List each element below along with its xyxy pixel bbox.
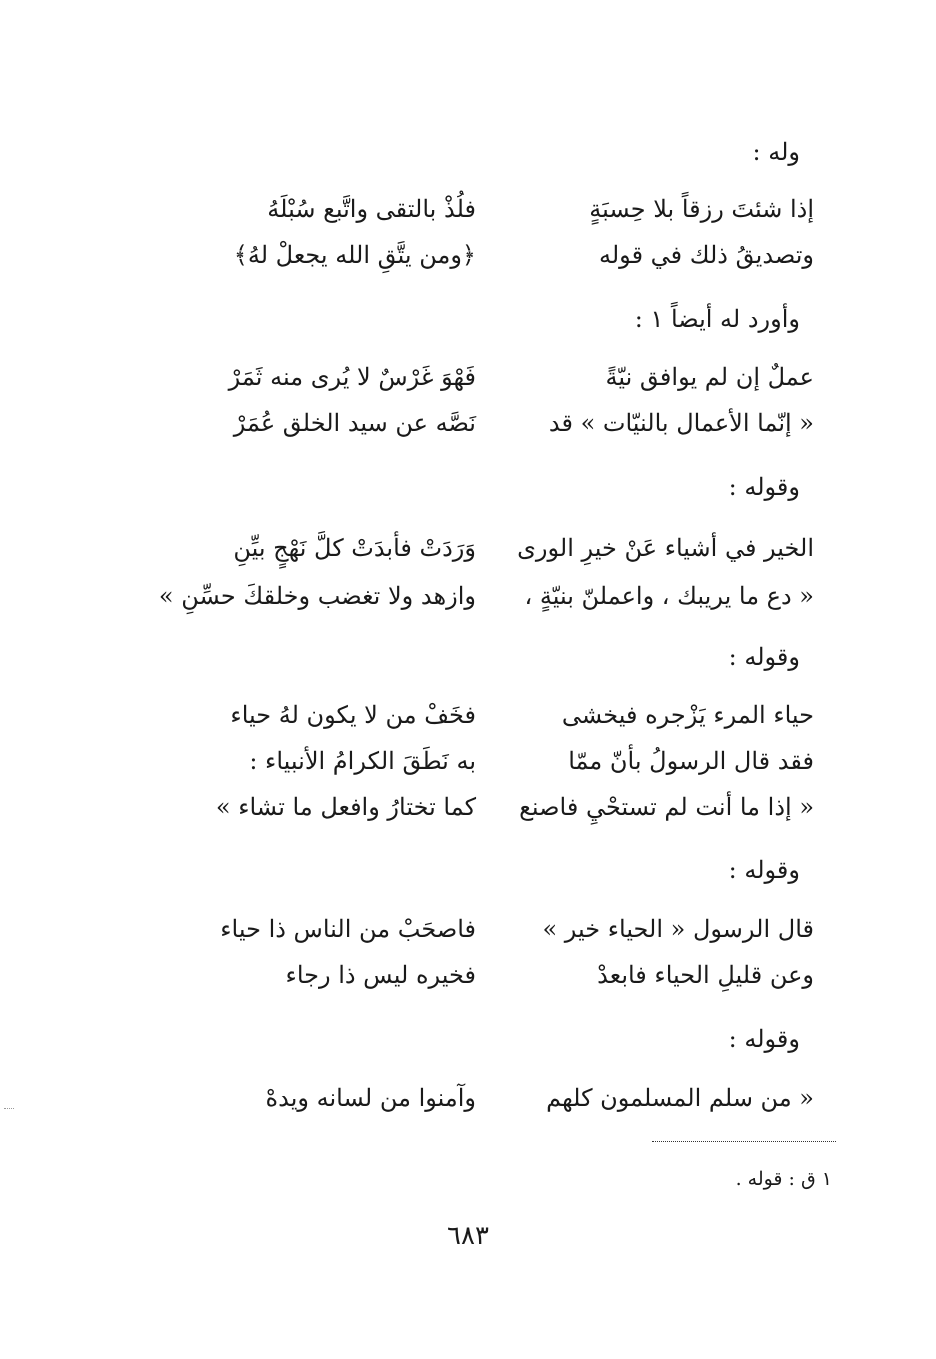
verse-first-hemistich: عملٌ إن لم يوافق نيّةً	[605, 363, 814, 391]
verse-second-hemistich: فخيره ليس ذا رجاء	[285, 961, 476, 989]
verse-second-hemistich: وآمنوا من لسانه ويدهْ	[265, 1084, 476, 1112]
verse-first-hemistich: وعن قليلِ الحياء فابعدْ	[597, 961, 814, 989]
section-heading: وأورد له أيضاً ١ :	[634, 305, 800, 333]
section-heading: وقوله :	[728, 643, 800, 671]
verse-first-hemistich: حياء المرء يَزْجره فيخشى	[561, 701, 814, 729]
verse-first-hemistich: « دع ما يريبك ، واعملنّ بنيّةٍ ،	[524, 582, 814, 610]
verse-second-hemistich: كما تختارُ وافعل ما تشاء »	[215, 793, 476, 821]
footnote: ١ ق : قوله .	[735, 1168, 832, 1190]
footnote-divider	[652, 1141, 836, 1142]
verse-second-hemistich: فلُذْ بالتقى واتَّبع سُبْلَهُ	[267, 195, 476, 223]
verse-second-hemistich: وازهد ولا تغضب وخلقكَ حسِّنِ »	[158, 582, 476, 610]
section-heading: وله :	[752, 138, 800, 166]
verse-second-hemistich: فاصحَبْ من الناس ذا حياء	[220, 915, 476, 943]
verse-second-hemistich: ﴿ومن يتَّقِ الله يجعلْ لهُ﴾	[233, 241, 476, 269]
verse-first-hemistich: « من سلم المسلمون كلهم	[546, 1084, 814, 1112]
section-heading: وقوله :	[728, 856, 800, 884]
margin-speck	[4, 1108, 14, 1110]
section-heading: وقوله :	[728, 473, 800, 501]
verse-first-hemistich: قال الرسول « الحياء خير »	[542, 915, 814, 943]
verse-second-hemistich: نَصَّه عن سيد الخلق عُمَرْ	[233, 409, 476, 437]
verse-first-hemistich: « إذا ما أنت لم تستحْيِ فاصنع	[519, 793, 814, 821]
verse-first-hemistich: فقد قال الرسولُ بأنّ ممّا	[568, 747, 814, 775]
verse-second-hemistich: وَرَدَتْ فأبدَتْ كلَّ نَهْجٍ بيِّنِ	[233, 534, 476, 562]
page-number: ٦٨٣	[447, 1221, 489, 1251]
verse-first-hemistich: الخير في أشياء عَنْ خيرِ الورى	[517, 534, 814, 562]
verse-first-hemistich: إذا شئتَ رزقاً بلا حِسبَةٍ	[589, 195, 814, 223]
verse-second-hemistich: فخَفْ من لا يكون لهُ حياء	[230, 701, 476, 729]
verse-second-hemistich: فَهْوَ غَرْسٌ لا يُرى منه ثَمَرْ	[228, 363, 476, 391]
verse-first-hemistich: وتصديقُ ذلك في قوله	[598, 241, 814, 269]
verse-second-hemistich: به نَطَقَ الكرامُ الأنبياء :	[249, 747, 476, 775]
section-heading: وقوله :	[728, 1025, 800, 1053]
verse-first-hemistich: « إنّما الأعمال بالنيّات » قد	[548, 409, 814, 437]
